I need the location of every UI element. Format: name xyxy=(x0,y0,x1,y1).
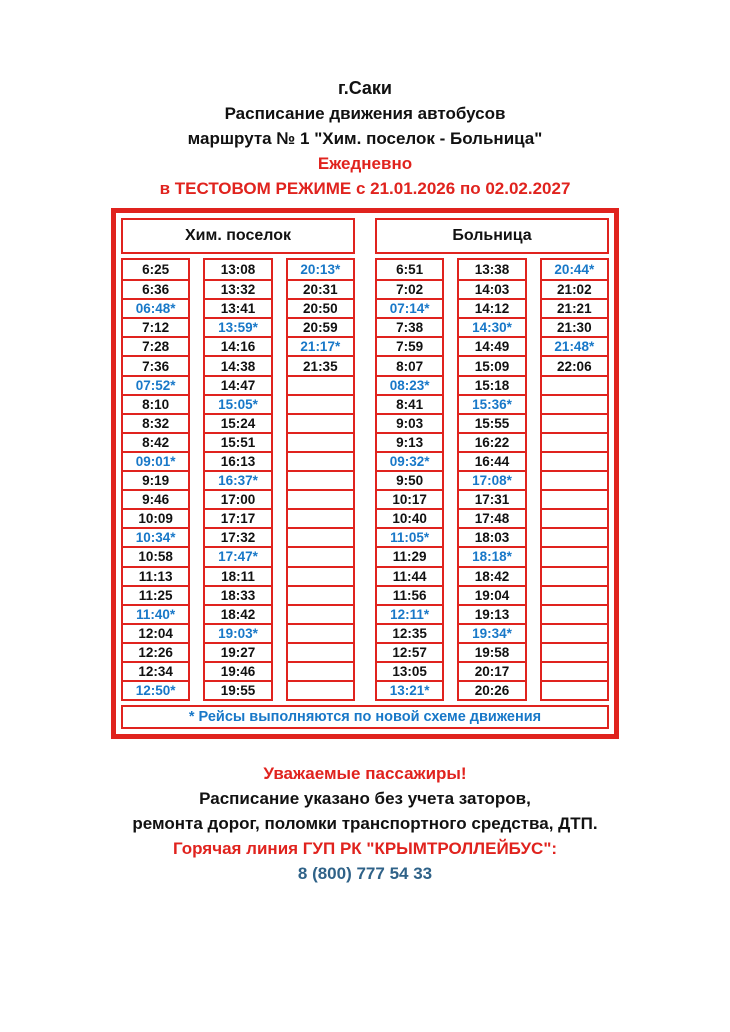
time-cell: 16:44 xyxy=(459,451,524,470)
time-cell: 9:03 xyxy=(377,413,442,432)
time-cell: 7:02 xyxy=(377,279,442,298)
time-cell: 20:17 xyxy=(459,661,524,680)
time-cell: 7:38 xyxy=(377,317,442,336)
empty-cell xyxy=(542,489,607,508)
time-cell: 07:14* xyxy=(377,298,442,317)
empty-cell xyxy=(288,508,353,527)
empty-cell xyxy=(542,470,607,489)
time-cell: 21:17* xyxy=(288,336,353,355)
time-cell: 15:51 xyxy=(205,432,270,451)
time-cell: 18:42 xyxy=(205,604,270,623)
time-cell: 17:17 xyxy=(205,508,270,527)
time-cell: 6:51 xyxy=(396,262,424,278)
time-cell: 20:13* xyxy=(300,262,341,278)
time-cell: 19:34* xyxy=(459,623,524,642)
time-cell: 20:26 xyxy=(459,680,524,699)
time-cell: 09:01* xyxy=(123,451,188,470)
time-cell: 17:32 xyxy=(205,527,270,546)
time-cell: 15:36* xyxy=(459,394,524,413)
time-cell: 13:32 xyxy=(205,279,270,298)
time-columns xyxy=(375,258,609,701)
time-cell: 12:50* xyxy=(123,680,188,699)
city-title: г.Саки xyxy=(338,78,392,98)
time-cell: 13:59* xyxy=(205,317,270,336)
time-cell: 19:27 xyxy=(205,642,270,661)
time-cell: 15:09 xyxy=(459,355,524,374)
time-cell: 11:56 xyxy=(377,585,442,604)
empty-cell xyxy=(542,413,607,432)
time-cell: 8:41 xyxy=(377,394,442,413)
daily-label: Ежедневно xyxy=(317,154,413,173)
time-column xyxy=(203,258,272,701)
time-cell: 11:40* xyxy=(123,604,188,623)
time-cell: 21:48* xyxy=(542,336,607,355)
time-cell: 15:18 xyxy=(459,375,524,394)
hotline-phone: 8 (800) 777 54 33 xyxy=(297,864,433,884)
panel-bolnitsa xyxy=(375,218,609,701)
time-cell: 13:38 xyxy=(474,262,510,278)
time-cell: 13:41 xyxy=(205,298,270,317)
empty-cell xyxy=(542,432,607,451)
empty-cell xyxy=(288,375,353,394)
empty-cell xyxy=(542,546,607,565)
time-cell: 18:11 xyxy=(205,566,270,585)
empty-cell xyxy=(542,623,607,642)
time-columns xyxy=(121,258,355,701)
timetable-panels xyxy=(121,218,609,701)
time-cell: 14:30* xyxy=(459,317,524,336)
time-cell: 06:48* xyxy=(123,298,188,317)
time-cell: 19:55 xyxy=(205,680,270,699)
time-cell: 8:07 xyxy=(377,355,442,374)
time-cell: 18:33 xyxy=(205,585,270,604)
time-cell: 10:17 xyxy=(377,489,442,508)
time-cell: 10:58 xyxy=(123,546,188,565)
time-cell: 12:57 xyxy=(377,642,442,661)
time-cell: 11:44 xyxy=(377,566,442,585)
empty-cell xyxy=(288,451,353,470)
time-cell: 15:55 xyxy=(459,413,524,432)
disclaimer-line-2: ремонта дорог, поломки транспортного средства, ДТП. xyxy=(132,814,598,834)
time-cell: 21:35 xyxy=(288,355,353,374)
empty-cell xyxy=(288,642,353,661)
empty-cell xyxy=(288,680,353,699)
time-column xyxy=(286,258,355,701)
time-cell: 17:48 xyxy=(459,508,524,527)
empty-cell xyxy=(542,451,607,470)
panel-title: Хим. поселок xyxy=(121,218,355,254)
panel-him-poselok xyxy=(121,218,355,701)
timetable xyxy=(111,208,619,739)
empty-cell xyxy=(288,585,353,604)
title-block xyxy=(0,0,730,201)
empty-cell xyxy=(542,604,607,623)
time-cell: 10:40 xyxy=(377,508,442,527)
passengers-greeting: Уважаемые пассажиры! xyxy=(263,764,467,784)
test-mode-label: в ТЕСТОВОМ РЕЖИМЕ с 21.01.2026 по 02.02.2027 xyxy=(159,179,571,198)
time-cell: 20:59 xyxy=(288,317,353,336)
empty-cell xyxy=(542,394,607,413)
footer-block xyxy=(0,761,730,886)
time-cell: 13:05 xyxy=(377,661,442,680)
empty-cell xyxy=(542,527,607,546)
time-cell: 7:12 xyxy=(123,317,188,336)
time-cell: 15:05* xyxy=(205,394,270,413)
time-cell: 7:28 xyxy=(123,336,188,355)
footnote: * Рейсы выполняются по новой схеме движения xyxy=(121,705,609,729)
time-cell: 9:19 xyxy=(123,470,188,489)
time-cell: 8:42 xyxy=(123,432,188,451)
panel-title: Больница xyxy=(375,218,609,254)
empty-cell xyxy=(288,604,353,623)
time-cell: 12:35 xyxy=(377,623,442,642)
empty-cell xyxy=(288,661,353,680)
time-cell: 7:59 xyxy=(377,336,442,355)
time-cell: 16:37* xyxy=(205,470,270,489)
empty-cell xyxy=(542,661,607,680)
empty-cell xyxy=(542,508,607,527)
time-column xyxy=(540,258,609,701)
time-cell: 9:50 xyxy=(377,470,442,489)
time-cell: 18:03 xyxy=(459,527,524,546)
time-cell: 14:03 xyxy=(459,279,524,298)
empty-cell xyxy=(288,489,353,508)
time-cell: 19:13 xyxy=(459,604,524,623)
time-cell: 12:34 xyxy=(123,661,188,680)
time-cell: 07:52* xyxy=(123,375,188,394)
empty-cell xyxy=(288,546,353,565)
empty-cell xyxy=(542,680,607,699)
time-cell: 6:36 xyxy=(123,279,188,298)
time-column xyxy=(457,258,526,701)
time-cell: 12:04 xyxy=(123,623,188,642)
time-cell: 13:08 xyxy=(220,262,256,278)
time-cell: 21:30 xyxy=(542,317,607,336)
time-cell: 14:12 xyxy=(459,298,524,317)
time-cell: 10:09 xyxy=(123,508,188,527)
empty-cell xyxy=(542,566,607,585)
time-cell: 18:18* xyxy=(459,546,524,565)
time-cell: 22:06 xyxy=(542,355,607,374)
time-cell: 09:32* xyxy=(377,451,442,470)
disclaimer-line-1: Расписание указано без учета заторов, xyxy=(199,789,531,809)
time-cell: 17:08* xyxy=(459,470,524,489)
empty-cell xyxy=(288,470,353,489)
empty-cell xyxy=(288,413,353,432)
time-cell: 16:13 xyxy=(205,451,270,470)
route-title: маршрута № 1 "Хим. поселок - Больница" xyxy=(187,129,543,148)
time-cell: 11:29 xyxy=(377,546,442,565)
time-cell: 12:26 xyxy=(123,642,188,661)
time-cell: 6:25 xyxy=(142,262,170,278)
time-column xyxy=(375,258,444,701)
time-cell: 20:50 xyxy=(288,298,353,317)
time-cell: 7:36 xyxy=(123,355,188,374)
time-cell: 12:11* xyxy=(377,604,442,623)
time-cell: 08:23* xyxy=(377,375,442,394)
empty-cell xyxy=(288,566,353,585)
empty-cell xyxy=(542,585,607,604)
time-cell: 20:44* xyxy=(554,262,595,278)
time-cell: 9:46 xyxy=(123,489,188,508)
time-cell: 11:13 xyxy=(123,566,188,585)
time-cell: 14:47 xyxy=(205,375,270,394)
time-cell: 21:21 xyxy=(542,298,607,317)
empty-cell xyxy=(542,375,607,394)
empty-cell xyxy=(288,527,353,546)
time-cell: 8:32 xyxy=(123,413,188,432)
time-cell: 11:25 xyxy=(123,585,188,604)
time-cell: 19:58 xyxy=(459,642,524,661)
time-cell: 15:24 xyxy=(205,413,270,432)
time-cell: 14:38 xyxy=(205,355,270,374)
time-cell: 17:31 xyxy=(459,489,524,508)
empty-cell xyxy=(288,432,353,451)
time-cell: 21:02 xyxy=(542,279,607,298)
time-cell: 8:10 xyxy=(123,394,188,413)
time-cell: 13:21* xyxy=(377,680,442,699)
time-cell: 19:03* xyxy=(205,623,270,642)
time-cell: 10:34* xyxy=(123,527,188,546)
time-cell: 14:16 xyxy=(205,336,270,355)
empty-cell xyxy=(288,394,353,413)
time-cell: 19:46 xyxy=(205,661,270,680)
time-cell: 18:42 xyxy=(459,566,524,585)
time-cell: 17:00 xyxy=(205,489,270,508)
time-cell: 19:04 xyxy=(459,585,524,604)
time-cell: 9:13 xyxy=(377,432,442,451)
empty-cell xyxy=(542,642,607,661)
time-column xyxy=(121,258,190,701)
empty-cell xyxy=(288,623,353,642)
time-cell: 16:22 xyxy=(459,432,524,451)
time-cell: 17:47* xyxy=(205,546,270,565)
time-cell: 20:31 xyxy=(288,279,353,298)
time-cell: 14:49 xyxy=(459,336,524,355)
hotline-label: Горячая линия ГУП РК "КРЫМТРОЛЛЕЙБУС": xyxy=(172,839,558,859)
schedule-title: Расписание движения автобусов xyxy=(224,104,506,123)
time-cell: 11:05* xyxy=(377,527,442,546)
